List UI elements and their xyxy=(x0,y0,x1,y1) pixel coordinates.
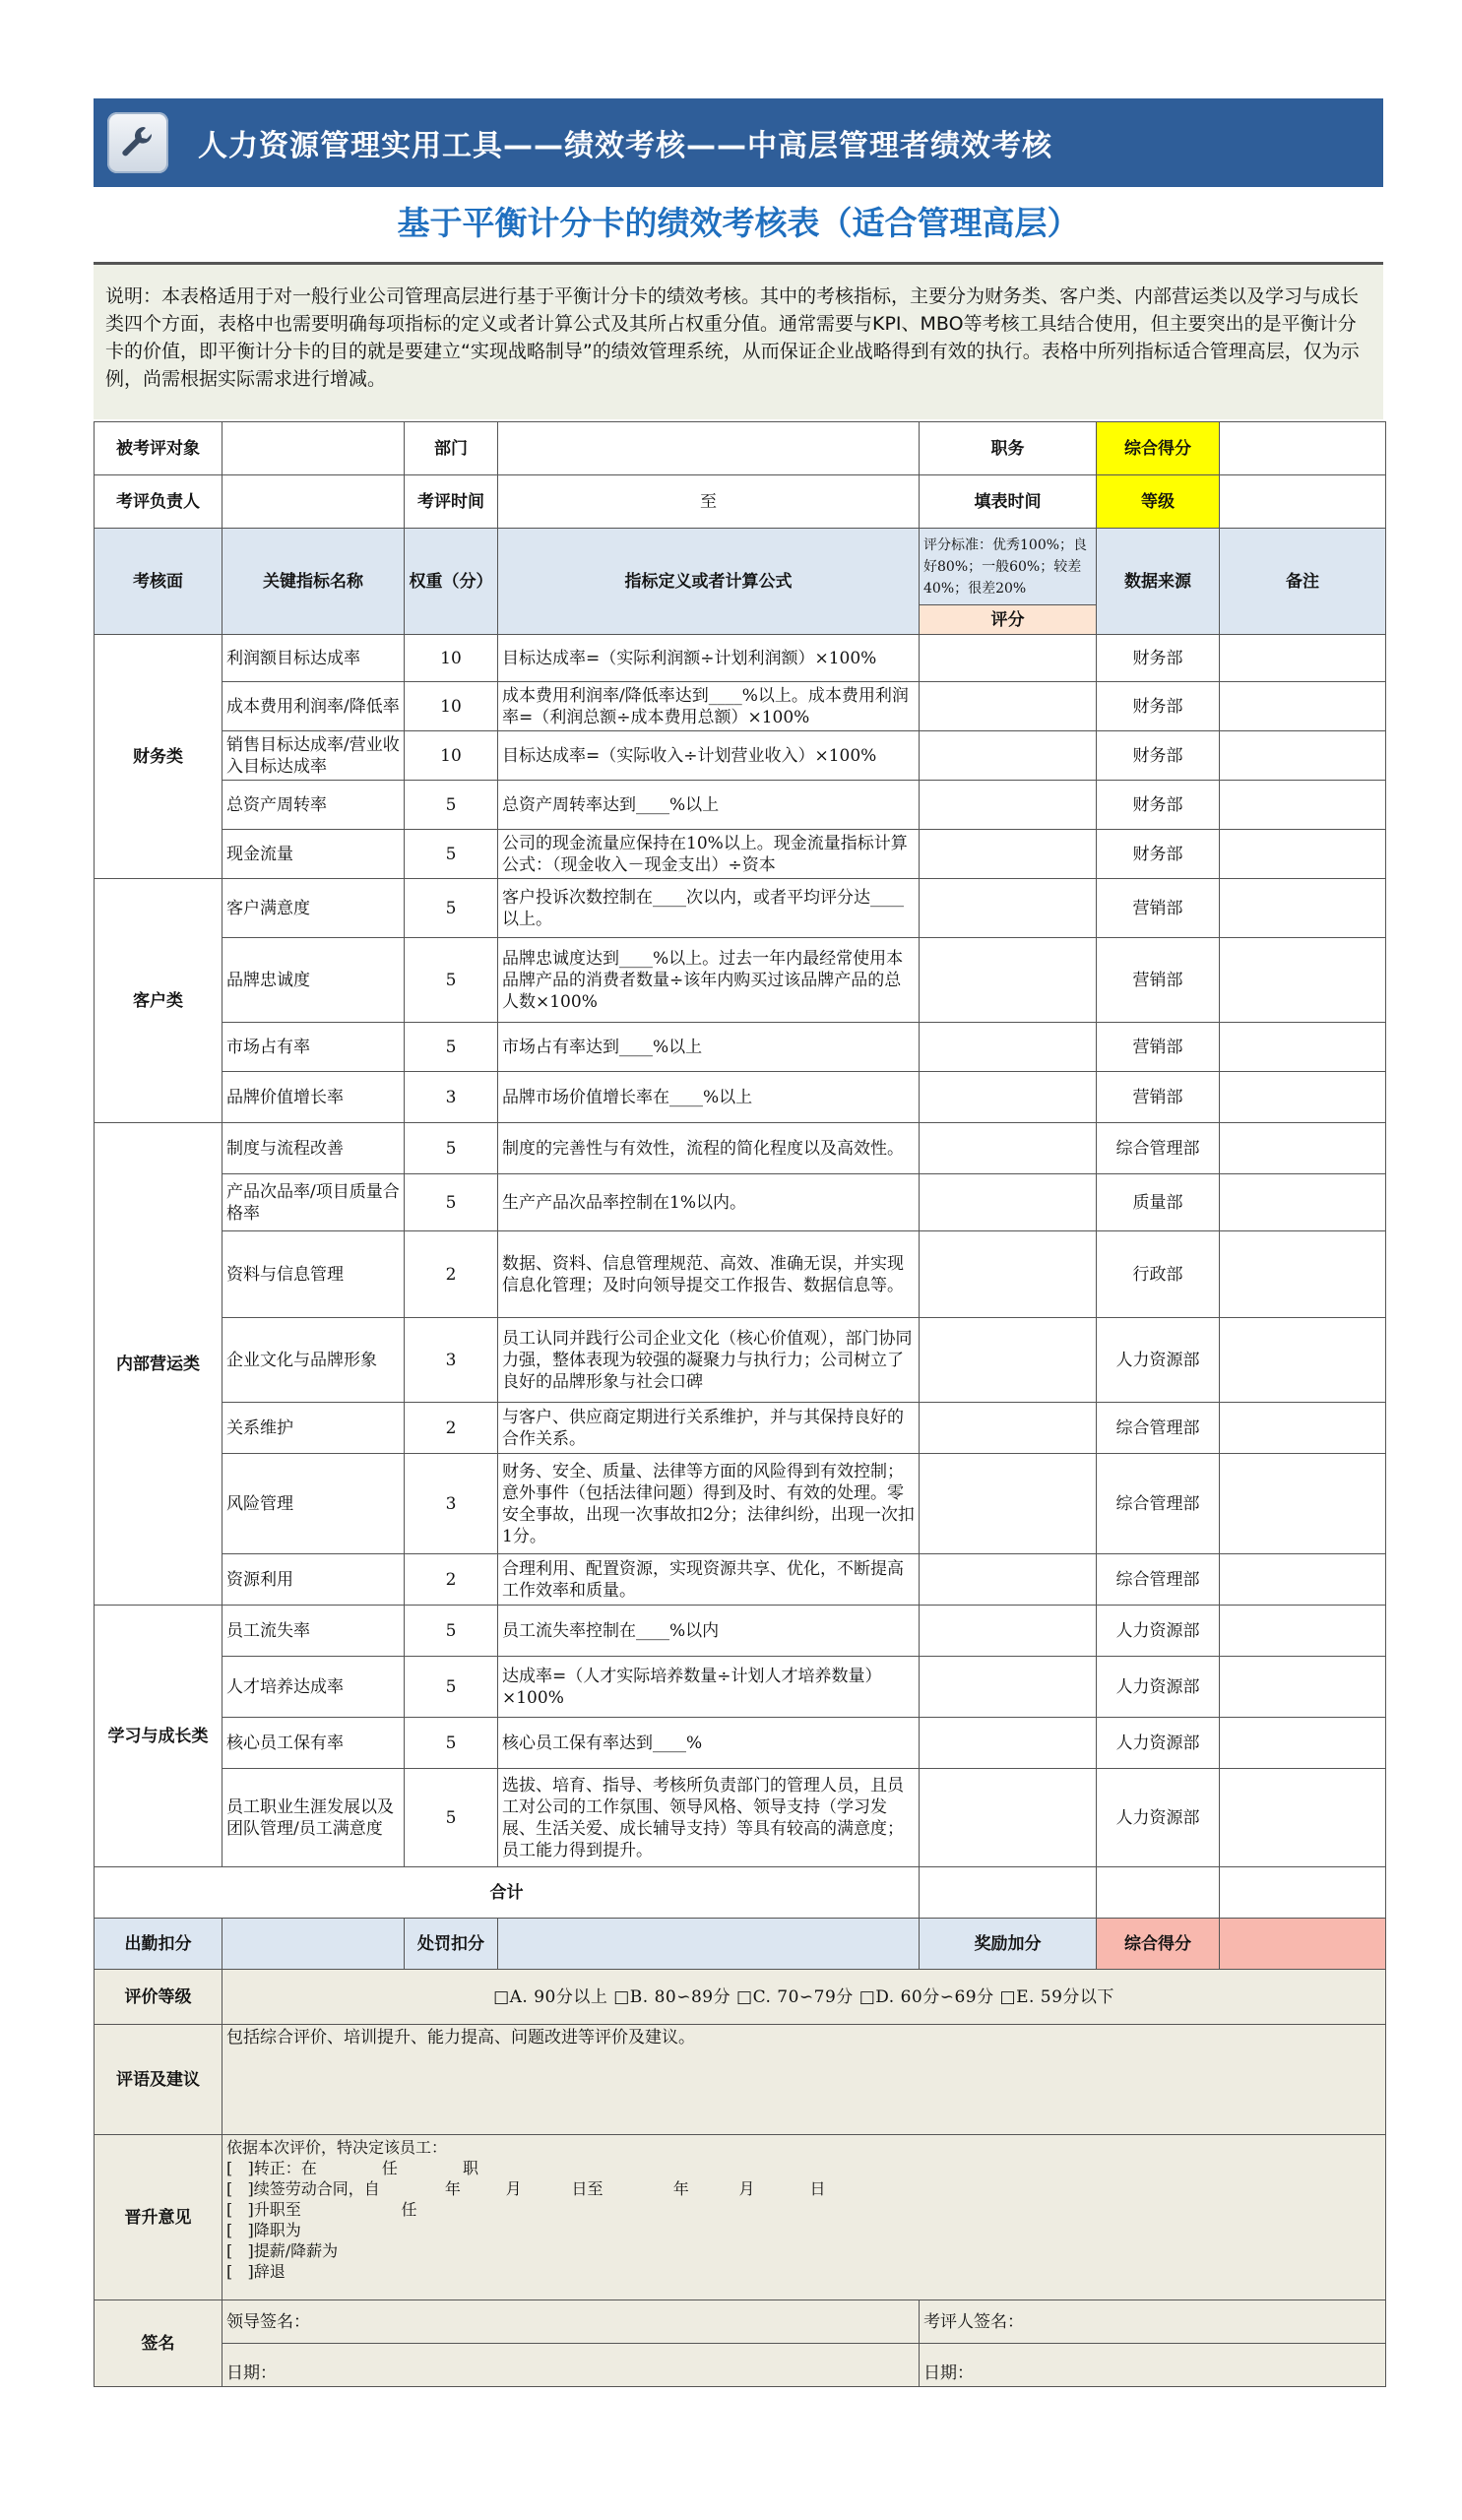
grade-options[interactable]: □A. 90分以上 □B. 80∽89分 □C. 70∽79分 □D. 60分∽69分 □E. 59分以下 xyxy=(222,1970,1386,2025)
data-source: 综合管理部 xyxy=(1097,1554,1220,1606)
total-row xyxy=(95,1867,1386,1919)
table-row xyxy=(95,635,1386,682)
indicator-name: 品牌忠诚度 xyxy=(222,938,405,1023)
remark-input[interactable] xyxy=(1220,682,1386,731)
data-source: 人力资源部 xyxy=(1097,1718,1220,1769)
indicator-name: 制度与流程改善 xyxy=(222,1123,405,1174)
grade-value[interactable] xyxy=(1220,475,1386,529)
remark-input[interactable] xyxy=(1220,1606,1386,1657)
header-source: 数据来源 xyxy=(1097,529,1220,635)
dept-label: 部门 xyxy=(405,422,498,475)
table-row xyxy=(95,1174,1386,1231)
data-source: 人力资源部 xyxy=(1097,1769,1220,1867)
promotion-option[interactable]: [ ]续签劳动合同，自 年 月 日至 年 月 日 xyxy=(226,2179,826,2198)
definition-text: 合理利用、配置资源，实现资源共享、优化，不断提高工作效率和质量。 xyxy=(502,1558,904,1601)
table-row xyxy=(95,682,1386,731)
indicator-definition xyxy=(498,1718,920,1769)
indicator-name: 利润额目标达成率 xyxy=(222,635,405,682)
remark-input[interactable] xyxy=(1220,1657,1386,1718)
indicator-name: 总资产周转率 xyxy=(222,781,405,830)
title-banner xyxy=(94,98,1383,187)
definition-text: 生产产品次品率控制在1%以内。 xyxy=(502,1192,746,1213)
remark-input[interactable] xyxy=(1220,1174,1386,1231)
aspect-cell: 内部营运类 xyxy=(95,1123,222,1606)
score-input[interactable] xyxy=(920,682,1097,731)
table-row xyxy=(95,1072,1386,1123)
total-score-input[interactable] xyxy=(920,1867,1097,1919)
remark-input[interactable] xyxy=(1220,1123,1386,1174)
definition-text: 目标达成率=（实际收入÷计划营业收入）×100% xyxy=(502,745,877,766)
table-row xyxy=(95,731,1386,781)
data-source: 质量部 xyxy=(1097,1174,1220,1231)
aspect-cell: 学习与成长类 xyxy=(95,1606,222,1867)
indicator-weight: 10 xyxy=(405,682,498,731)
penalty-input[interactable] xyxy=(498,1919,920,1970)
page-title: 基于平衡计分卡的绩效考核表（适合管理高层） xyxy=(397,204,1080,242)
indicator-weight: 3 xyxy=(405,1454,498,1554)
indicator-weight: 2 xyxy=(405,1403,498,1454)
indicator-weight: 5 xyxy=(405,1657,498,1718)
evaluator-label: 考评负责人 xyxy=(95,475,222,529)
definition-text: 达成率=（人才实际培养数量÷计划人才培养数量）×100% xyxy=(502,1666,882,1708)
info-row-1 xyxy=(95,422,1386,475)
promotion-option[interactable]: [ ]提薪/降薪为 xyxy=(226,2241,339,2260)
data-source: 人力资源部 xyxy=(1097,1318,1220,1403)
definition-text: 财务、安全、质量、法律等方面的风险得到有效控制；意外事件（包括法律问题）得到及时、有效的处理。零安全事故，出现一次事故扣2分；法律纠纷，出现一次扣1分。 xyxy=(502,1461,915,1546)
score-input[interactable] xyxy=(920,635,1097,682)
deduction-row xyxy=(95,1919,1386,1970)
definition-text: 核心员工保有率达到____% xyxy=(502,1732,703,1753)
data-source: 财务部 xyxy=(1097,635,1220,682)
promotion-option[interactable]: [ ]降职为 xyxy=(226,2221,301,2239)
indicator-definition xyxy=(498,635,920,682)
total-score-label: 综合得分 xyxy=(1097,422,1220,475)
score-input[interactable] xyxy=(920,1023,1097,1072)
indicator-definition xyxy=(498,1554,920,1606)
table-row xyxy=(95,1231,1386,1318)
indicator-definition xyxy=(498,1023,920,1072)
score-input[interactable] xyxy=(920,830,1097,879)
promotion-option[interactable]: [ ]升职至 任 xyxy=(226,2200,417,2219)
remark-input[interactable] xyxy=(1220,635,1386,682)
table-row xyxy=(95,938,1386,1023)
definition-text: 成本费用利润率/降低率达到____%以上。成本费用利润率=（利润总额÷成本费用总额）×100% xyxy=(502,685,909,727)
definition-text: 品牌忠诚度达到____%以上。过去一年内最经常使用本品牌产品的消费者数量÷该年内购买过该品牌产品的总人数×100% xyxy=(502,948,904,1012)
bonus-label: 奖励加分 xyxy=(920,1919,1097,1970)
definition-text: 市场占有率达到____%以上 xyxy=(502,1037,703,1057)
score-input[interactable] xyxy=(920,1657,1097,1718)
promotion-label: 晋升意见 xyxy=(95,2135,222,2300)
remark-input[interactable] xyxy=(1220,938,1386,1023)
score-input[interactable] xyxy=(920,1554,1097,1606)
score-input[interactable] xyxy=(920,731,1097,781)
wrench-icon xyxy=(107,112,168,173)
definition-text: 选拔、培育、指导、考核所负责部门的管理人员，且员工对公司的工作氛围、领导风格、领导支持（学习发展、生活关爱、成长辅导支持）等具有较高的满意度；员工能力得到提升。 xyxy=(502,1775,904,1860)
definition-text: 员工流失率控制在____%以内 xyxy=(502,1620,720,1641)
data-source: 人力资源部 xyxy=(1097,1606,1220,1657)
header-row xyxy=(95,529,1386,605)
data-source: 财务部 xyxy=(1097,830,1220,879)
definition-text: 品牌市场价值增长率在____%以上 xyxy=(502,1087,753,1107)
indicator-weight: 5 xyxy=(405,879,498,938)
indicator-name: 市场占有率 xyxy=(222,1023,405,1072)
data-source: 综合管理部 xyxy=(1097,1123,1220,1174)
indicator-name: 资料与信息管理 xyxy=(222,1231,405,1318)
definition-text: 与客户、供应商定期进行关系维护，并与其保持良好的合作关系。 xyxy=(502,1407,904,1449)
dept-input[interactable] xyxy=(498,422,920,475)
score-input[interactable] xyxy=(920,1123,1097,1174)
indicator-weight: 5 xyxy=(405,938,498,1023)
indicator-name: 现金流量 xyxy=(222,830,405,879)
period-label: 考评时间 xyxy=(405,475,498,529)
indicator-weight: 10 xyxy=(405,731,498,781)
comment-label: 评语及建议 xyxy=(95,2025,222,2135)
indicator-definition xyxy=(498,1123,920,1174)
indicator-weight: 2 xyxy=(405,1554,498,1606)
header-score: 评分 xyxy=(920,605,1097,635)
definition-text: 客户投诉次数控制在____次以内，或者平均评分达____以上。 xyxy=(502,887,904,929)
data-source: 营销部 xyxy=(1097,1072,1220,1123)
table-row xyxy=(95,830,1386,879)
evaluee-input[interactable] xyxy=(222,422,405,475)
indicator-definition xyxy=(498,1231,920,1318)
definition-text: 制度的完善性与有效性，流程的简化程度以及高效性。 xyxy=(502,1138,904,1159)
remark-input[interactable] xyxy=(1220,830,1386,879)
table-row xyxy=(95,1023,1386,1072)
comment-row xyxy=(95,2025,1386,2135)
description: 说明：本表格适用于对一般行业公司管理高层进行基于平衡计分卡的绩效考核。其中的考核指标，主要分为财务类、客户类、内部营运类以及学习与成长类四个方面，表格中也需要明确每项指标的定义或者计算公式及其所占权重分值。通常需要与KPI、MBO等考核工具结合使用，但主要突出的是平衡计分卡的价值，即平衡计分卡的目的就是要建立“实现战略制导”的绩效管理系统，从而保证企业战略得到有效的执行。表格中所列指标适合管理高层，仅为示例，尚需根据实际需求进行增减。 xyxy=(94,262,1383,419)
header-weight: 权重（分） xyxy=(405,529,498,635)
remark-input[interactable] xyxy=(1220,879,1386,938)
promotion-option[interactable]: [ ]辞退 xyxy=(226,2262,286,2281)
empty-cell xyxy=(1220,1867,1386,1919)
header-remark: 备注 xyxy=(1220,529,1386,635)
evaluee-label: 被考评对象 xyxy=(95,422,222,475)
indicator-definition xyxy=(498,781,920,830)
bottom-total-label: 综合得分 xyxy=(1097,1919,1220,1970)
grade-row-label: 评价等级 xyxy=(95,1970,222,2025)
table-row xyxy=(95,879,1386,938)
data-source: 综合管理部 xyxy=(1097,1454,1220,1554)
attendance-input[interactable] xyxy=(222,1919,405,1970)
score-input[interactable] xyxy=(920,1318,1097,1403)
header-definition: 指标定义或者计算公式 xyxy=(498,529,920,635)
remark-input[interactable] xyxy=(1220,1231,1386,1318)
leader-sign-field[interactable]: 领导签名： xyxy=(222,2300,920,2344)
indicator-definition xyxy=(498,1072,920,1123)
data-source: 财务部 xyxy=(1097,731,1220,781)
promotion-row xyxy=(95,2135,1386,2300)
indicator-definition xyxy=(498,938,920,1023)
score-input[interactable] xyxy=(920,1403,1097,1454)
indicator-weight: 3 xyxy=(405,1318,498,1403)
table-row xyxy=(95,781,1386,830)
definition-text: 员工认同并践行公司企业文化（核心价值观），部门协同力强，整体表现为较强的凝聚力与执行力；公司树立了良好的品牌形象与社会口碑 xyxy=(502,1328,913,1392)
total-label: 合计 xyxy=(95,1867,920,1919)
score-input[interactable] xyxy=(920,1231,1097,1318)
indicator-name: 品牌价值增长率 xyxy=(222,1072,405,1123)
indicator-definition xyxy=(498,1657,920,1718)
indicator-weight: 3 xyxy=(405,1072,498,1123)
indicator-name: 客户满意度 xyxy=(222,879,405,938)
score-input[interactable] xyxy=(920,879,1097,938)
indicator-definition xyxy=(498,1454,920,1554)
remark-input[interactable] xyxy=(1220,1403,1386,1454)
bottom-total-input[interactable] xyxy=(1220,1919,1386,1970)
score-input[interactable] xyxy=(920,1606,1097,1657)
grade-label: 等级 xyxy=(1097,475,1220,529)
total-score-value[interactable] xyxy=(1220,422,1386,475)
grade-row xyxy=(95,1970,1386,2025)
attendance-label: 出勤扣分 xyxy=(95,1919,222,1970)
period-to[interactable]: 至 xyxy=(498,475,920,529)
indicator-weight: 5 xyxy=(405,1174,498,1231)
indicator-weight: 5 xyxy=(405,1769,498,1867)
comment-hint: 包括综合评价、培训提升、能力提高、问题改进等评价及建议。 xyxy=(226,2028,695,2048)
score-input[interactable] xyxy=(920,1454,1097,1554)
indicator-name: 员工职业生涯发展以及团队管理/员工满意度 xyxy=(222,1769,405,1867)
indicator-weight: 10 xyxy=(405,635,498,682)
indicator-name: 关系维护 xyxy=(222,1403,405,1454)
indicator-name: 核心员工保有率 xyxy=(222,1718,405,1769)
table-row xyxy=(95,1718,1386,1769)
evaluator-date-field[interactable]: 日期： xyxy=(920,2344,1386,2387)
indicator-weight: 5 xyxy=(405,781,498,830)
table-row xyxy=(95,1657,1386,1718)
remark-input[interactable] xyxy=(1220,1769,1386,1867)
indicator-definition xyxy=(498,879,920,938)
indicator-definition xyxy=(498,1769,920,1867)
indicator-weight: 5 xyxy=(405,1023,498,1072)
header-indicator: 关键指标名称 xyxy=(222,529,405,635)
sign-row-1 xyxy=(95,2300,1386,2344)
indicator-name: 成本费用利润率/降低率 xyxy=(222,682,405,731)
table-row xyxy=(95,1554,1386,1606)
remark-input[interactable] xyxy=(1220,1454,1386,1554)
sign-label: 签名 xyxy=(95,2300,222,2387)
indicator-name: 风险管理 xyxy=(222,1454,405,1554)
indicator-weight: 5 xyxy=(405,1718,498,1769)
data-source: 人力资源部 xyxy=(1097,1657,1220,1718)
comment-input[interactable] xyxy=(222,2025,1386,2135)
banner-title: 人力资源管理实用工具——绩效考核——中高层管理者绩效考核 xyxy=(198,129,1052,163)
header-criteria: 评分标准：优秀100%；良好80%；一般60%；较差40%；很差20% xyxy=(920,529,1097,605)
data-source: 行政部 xyxy=(1097,1231,1220,1318)
empty-cell xyxy=(1097,1867,1220,1919)
indicator-definition xyxy=(498,1174,920,1231)
score-input[interactable] xyxy=(920,781,1097,830)
score-input[interactable] xyxy=(920,1769,1097,1867)
indicator-definition xyxy=(498,830,920,879)
aspect-cell: 客户类 xyxy=(95,879,222,1123)
data-source: 营销部 xyxy=(1097,1023,1220,1072)
remark-input[interactable] xyxy=(1220,731,1386,781)
remark-input[interactable] xyxy=(1220,1023,1386,1072)
header-aspect: 考核面 xyxy=(95,529,222,635)
data-source: 综合管理部 xyxy=(1097,1403,1220,1454)
remark-input[interactable] xyxy=(1220,1318,1386,1403)
indicator-name: 人才培养达成率 xyxy=(222,1657,405,1718)
indicator-name: 资源利用 xyxy=(222,1554,405,1606)
indicator-definition xyxy=(498,682,920,731)
table-row xyxy=(95,1606,1386,1657)
fill-time-label: 填表时间 xyxy=(920,475,1097,529)
indicator-name: 销售目标达成率/营业收入目标达成率 xyxy=(222,731,405,781)
remark-input[interactable] xyxy=(1220,781,1386,830)
evaluator-sign-field[interactable]: 考评人签名： xyxy=(920,2300,1386,2344)
table-row xyxy=(95,1123,1386,1174)
remark-input[interactable] xyxy=(1220,1718,1386,1769)
indicator-name: 企业文化与品牌形象 xyxy=(222,1318,405,1403)
indicator-name: 产品次品率/项目质量合格率 xyxy=(222,1174,405,1231)
definition-text: 公司的现金流量应保持在10%以上。现金流量指标计算公式：（现金收入－现金支出）÷资本 xyxy=(502,833,908,875)
definition-text: 数据、资料、信息管理规范、高效、准确无误，并实现信息化管理；及时向领导提交工作报告、数据信息等。 xyxy=(502,1253,904,1295)
table-row xyxy=(95,1403,1386,1454)
remark-input[interactable] xyxy=(1220,1072,1386,1123)
promotion-option[interactable]: [ ]转正：在 任 职 xyxy=(226,2159,478,2177)
data-source: 营销部 xyxy=(1097,879,1220,938)
evaluation-table xyxy=(94,421,1386,2387)
data-source: 财务部 xyxy=(1097,781,1220,830)
indicator-definition xyxy=(498,1606,920,1657)
score-input[interactable] xyxy=(920,1072,1097,1123)
evaluator-input[interactable] xyxy=(222,475,405,529)
data-source: 财务部 xyxy=(1097,682,1220,731)
table-row xyxy=(95,1318,1386,1403)
indicator-name: 员工流失率 xyxy=(222,1606,405,1657)
indicator-weight: 5 xyxy=(405,830,498,879)
remark-input[interactable] xyxy=(1220,1554,1386,1606)
table-row xyxy=(95,1454,1386,1554)
indicator-weight: 5 xyxy=(405,1606,498,1657)
definition-text: 总资产周转率达到____%以上 xyxy=(502,794,720,815)
score-input[interactable] xyxy=(920,1174,1097,1231)
score-input[interactable] xyxy=(920,1718,1097,1769)
indicator-definition xyxy=(498,731,920,781)
table-row xyxy=(95,1769,1386,1867)
data-source: 营销部 xyxy=(1097,938,1220,1023)
leader-date-field[interactable]: 日期： xyxy=(222,2344,920,2387)
definition-text: 目标达成率=（实际利润额÷计划利润额）×100% xyxy=(502,648,877,668)
aspect-cell: 财务类 xyxy=(95,635,222,879)
indicator-definition xyxy=(498,1318,920,1403)
penalty-label: 处罚扣分 xyxy=(405,1919,498,1970)
indicator-definition xyxy=(498,1403,920,1454)
indicator-weight: 5 xyxy=(405,1123,498,1174)
sign-row-2 xyxy=(95,2344,1386,2387)
promotion-option[interactable]: 依据本次评价，特决定该员工： xyxy=(226,2138,448,2157)
indicator-weight: 2 xyxy=(405,1231,498,1318)
score-input[interactable] xyxy=(920,938,1097,1023)
info-row-2 xyxy=(95,475,1386,529)
position-label: 职务 xyxy=(920,422,1097,475)
promotion-options[interactable] xyxy=(222,2135,1386,2300)
